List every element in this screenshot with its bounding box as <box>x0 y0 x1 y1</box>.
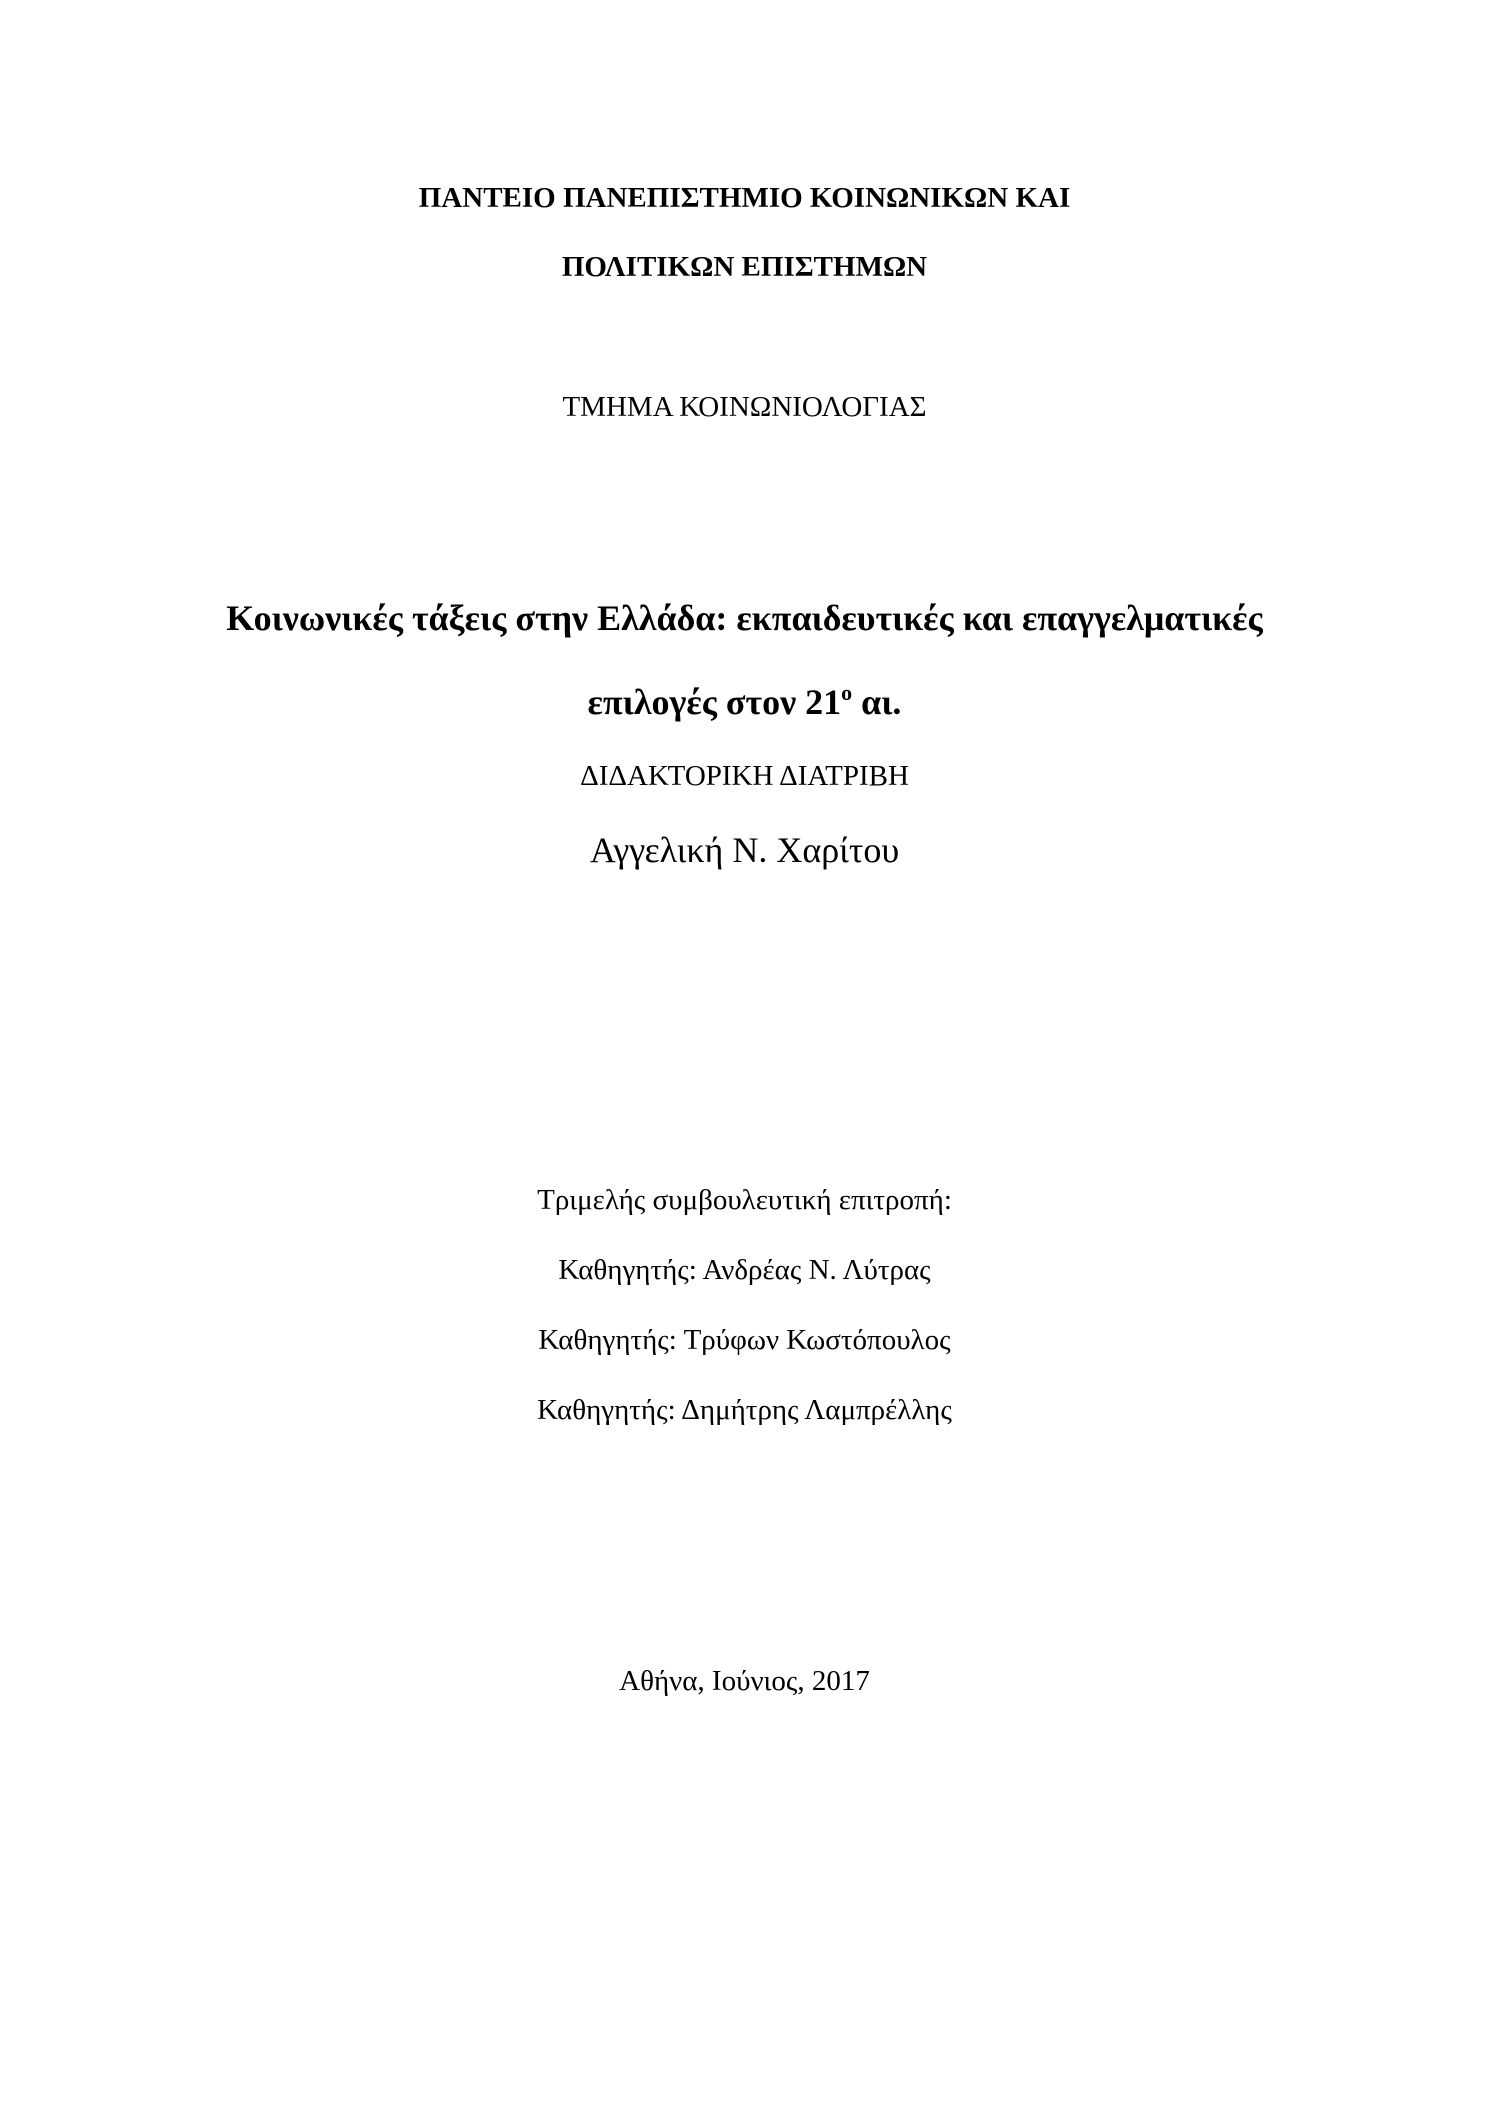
thesis-title-line-2-text: επιλογές στον 21 <box>587 682 842 722</box>
department-name: ΤΜΗΜΑ ΚΟΙΝΩΝΙΟΛΟΓΙΑΣ <box>562 391 927 423</box>
place-and-date: Αθήνα, Ιούνιος, 2017 <box>619 1665 870 1697</box>
university-name-line-2: ΠΟΛΙΤΙΚΩΝ ΕΠΙΣΤΗΜΩΝ <box>561 251 928 283</box>
thesis-title-line-1: Κοινωνικές τάξεις στην Ελλάδα: εκπαιδευτικές και επαγγελματικές <box>226 598 1263 638</box>
committee-heading: Τριμελής συμβουλευτική επιτροπή: <box>537 1184 952 1216</box>
university-name-line-1: ΠΑΝΤΕΙΟ ΠΑΝΕΠΙΣΤΗΜΙΟ ΚΟΙΝΩΝΙΚΩΝ ΚΑΙ <box>418 182 1071 214</box>
committee-member: Καθηγητής: Δημήτρης Λαμπρέλλης <box>537 1394 952 1426</box>
committee-member: Καθηγητής: Ανδρέας Ν. Λύτρας <box>558 1254 931 1286</box>
author-name: Αγγελική Ν. Χαρίτου <box>589 830 900 870</box>
thesis-title-line-2-suffix: αι. <box>852 682 902 722</box>
thesis-title-line-2 <box>0 680 1489 722</box>
committee-member: Καθηγητής: Τρύφων Κωστόπουλος <box>538 1324 951 1356</box>
ordinal-superscript: ο <box>841 680 853 705</box>
document-type: ΔΙΔΑΚΤΟΡΙΚΗ ΔΙΑΤΡΙΒΗ <box>580 760 909 792</box>
